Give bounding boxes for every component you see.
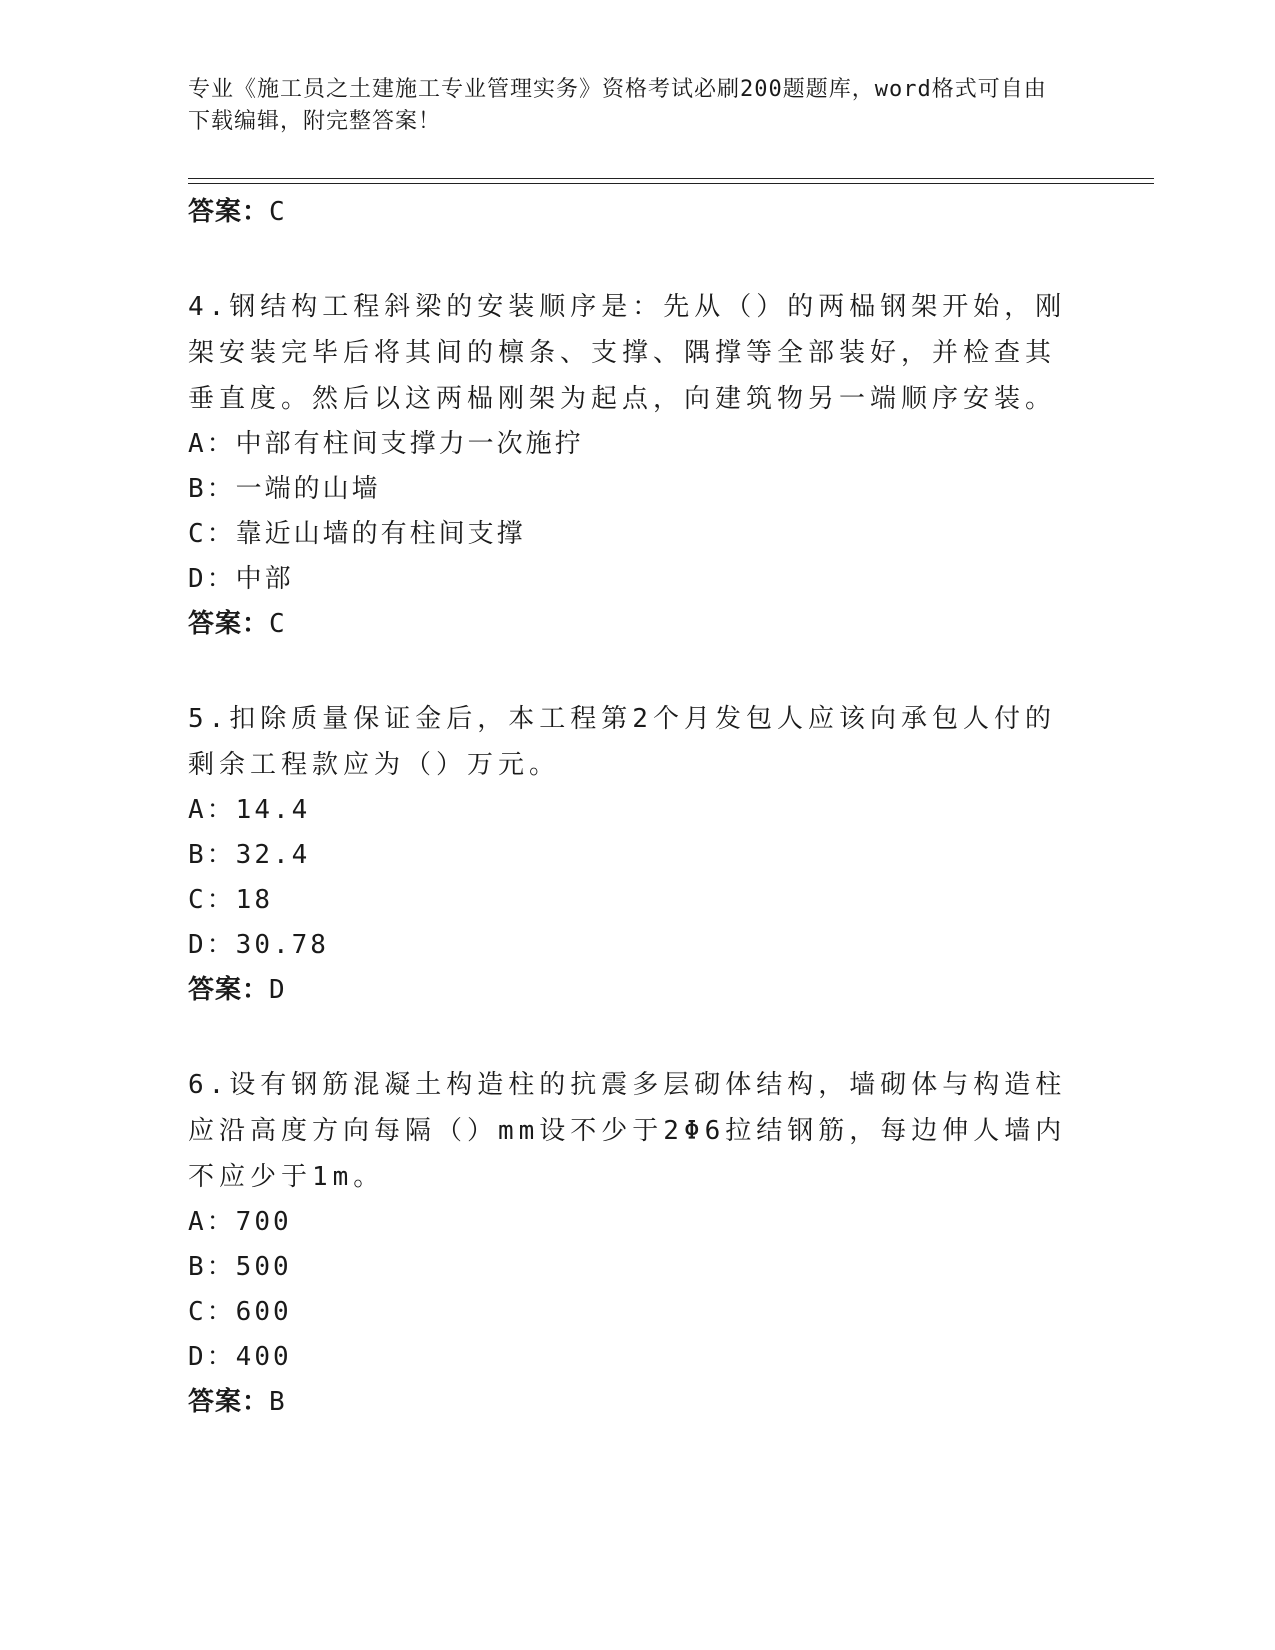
option-c: [188, 878, 1088, 923]
option-a: [188, 422, 1088, 467]
option-separator: ：: [206, 1297, 236, 1327]
answer-label: 答案：: [188, 975, 270, 1005]
option-letter: B: [188, 840, 207, 870]
option-letter: A: [188, 795, 207, 825]
option-separator: ：: [206, 930, 236, 960]
option-c: [188, 1290, 1088, 1335]
option-separator: ：: [206, 1252, 236, 1282]
option-text: 中部有柱间支撑力一次施拧: [235, 429, 584, 459]
option-text: 18: [235, 885, 273, 915]
option-letter: C: [188, 1297, 207, 1327]
question-text: 6.设有钢筋混凝土构造柱的抗震多层砌体结构，墙砌体与构造柱应沿高度方向每隔（）mm设不少于2Φ6拉结钢筋，每边伸人墙内不应少于1m。: [188, 1070, 1067, 1192]
option-text: 一端的山墙: [235, 474, 381, 504]
question-item: [188, 1062, 1088, 1424]
option-text: 500: [235, 1252, 292, 1282]
option-b: [188, 1245, 1088, 1290]
answer-line: [188, 1380, 1088, 1424]
answer-value: C: [269, 197, 286, 227]
option-separator: ：: [206, 564, 236, 594]
option-separator: ：: [206, 795, 236, 825]
option-b: [188, 467, 1088, 512]
answer-value: B: [269, 1387, 286, 1417]
option-text: 14.4: [235, 795, 311, 825]
option-a: [188, 1200, 1088, 1245]
question-text: 4.钢结构工程斜梁的安装顺序是：先从（）的两榀钢架开始，刚架安装完毕后将其间的檩条、支撑、隅撑等全部装好，并检查其垂直度。然后以这两榀刚架为起点，向建筑物另一端顺序安装。: [188, 292, 1067, 414]
option-separator: ：: [206, 885, 236, 915]
option-letter: B: [188, 1252, 207, 1282]
answer-line: [188, 190, 1088, 234]
option-text: 700: [235, 1207, 292, 1237]
option-separator: ：: [206, 1207, 236, 1237]
answer-line: [188, 602, 1088, 646]
option-letter: C: [188, 885, 207, 915]
option-separator: ：: [206, 519, 236, 549]
question-text: 5.扣除质量保证金后，本工程第2个月发包人应该向承包人付的剩余工程款应为（）万元。: [188, 704, 1056, 780]
option-letter: C: [188, 519, 207, 549]
option-letter: D: [188, 930, 207, 960]
answer-label: 答案：: [188, 1387, 270, 1417]
option-separator: ：: [206, 1342, 236, 1372]
header-rule-bottom: [188, 183, 1154, 184]
option-d: [188, 1335, 1088, 1380]
document-header: 专业《施工员之土建施工专业管理实务》资格考试必刷200题题库，word格式可自由下载编辑，附完整答案！: [188, 77, 1047, 134]
option-d: [188, 557, 1088, 602]
answer-value: D: [269, 975, 286, 1005]
answer-line: [188, 968, 1088, 1012]
option-text: 400: [235, 1342, 292, 1372]
option-text: 32.4: [235, 840, 311, 870]
option-separator: ：: [206, 840, 236, 870]
option-d: [188, 923, 1088, 968]
answer-value: C: [269, 609, 286, 639]
question-list: [188, 190, 1088, 1424]
question-item: [188, 696, 1088, 1012]
option-letter: A: [188, 1207, 207, 1237]
option-text: 中部: [235, 564, 294, 594]
header-rule-top: [188, 178, 1154, 179]
option-letter: D: [188, 1342, 207, 1372]
option-c: [188, 512, 1088, 557]
option-letter: B: [188, 474, 207, 504]
option-letter: D: [188, 564, 207, 594]
option-text: 靠近山墙的有柱间支撑: [235, 519, 526, 549]
option-separator: ：: [206, 429, 236, 459]
option-text: 600: [235, 1297, 292, 1327]
answer-label: 答案：: [188, 197, 270, 227]
option-b: [188, 833, 1088, 878]
option-a: [188, 788, 1088, 833]
option-letter: A: [188, 429, 207, 459]
option-text: 30.78: [235, 930, 329, 960]
option-separator: ：: [206, 474, 236, 504]
answer-label: 答案：: [188, 609, 270, 639]
question-item: [188, 284, 1088, 646]
